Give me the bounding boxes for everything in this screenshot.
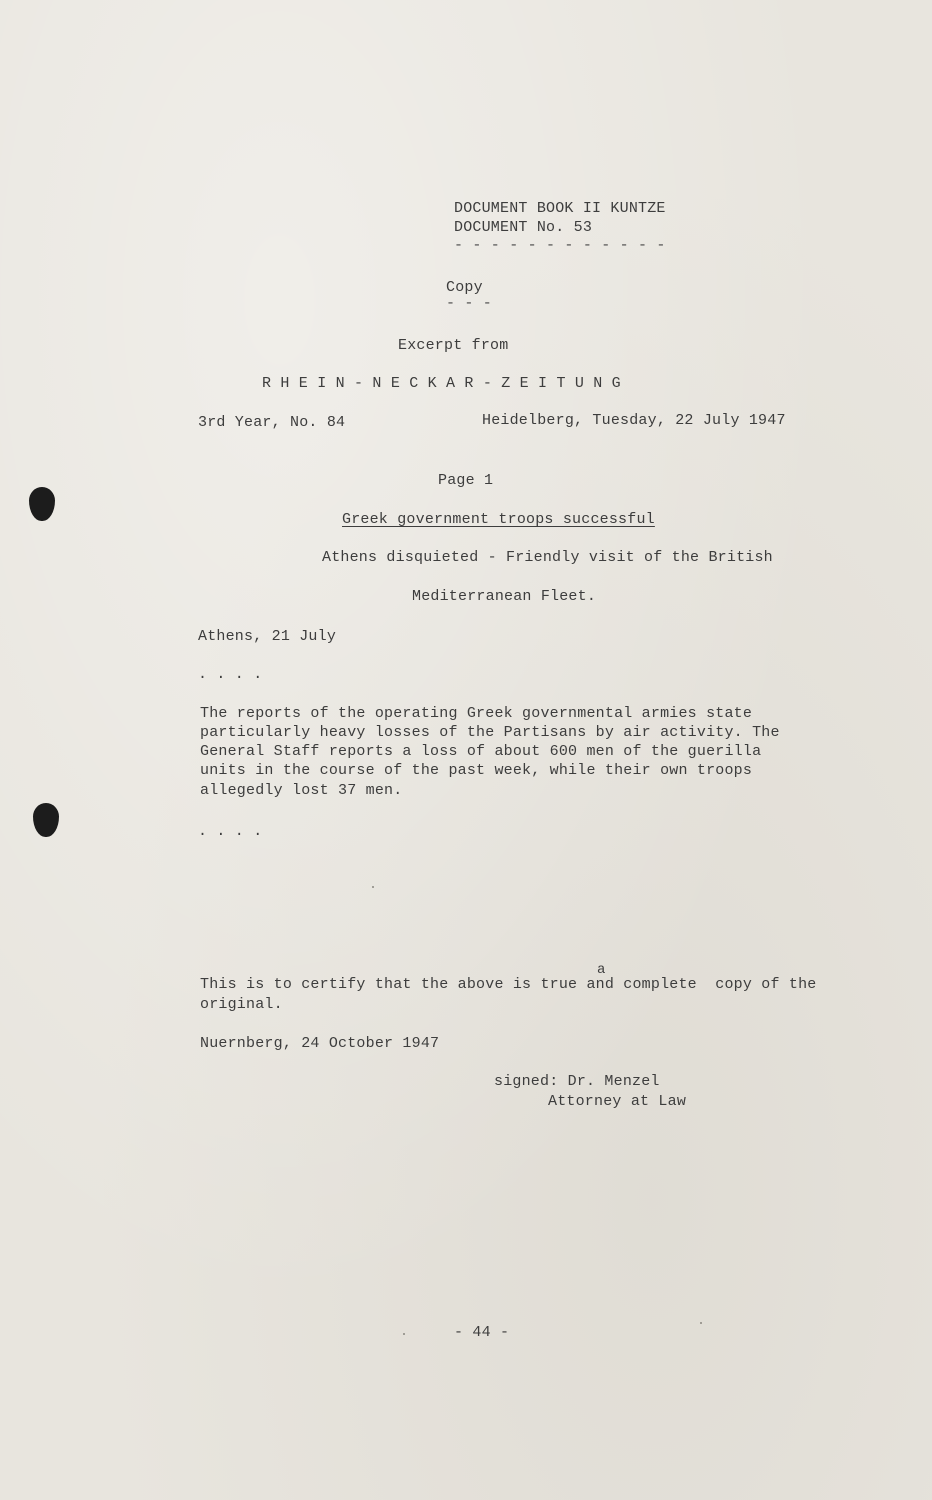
certification-insert: a bbox=[597, 962, 606, 978]
document-number-line: DOCUMENT No. 53 bbox=[454, 219, 593, 236]
punch-hole-bottom bbox=[33, 803, 59, 837]
document-book-line: DOCUMENT BOOK II KUNTZE bbox=[454, 200, 666, 217]
page-reference: Page 1 bbox=[438, 472, 494, 489]
headline: Greek government troops successful bbox=[342, 511, 655, 528]
dateline: Heidelberg, Tuesday, 22 July 1947 bbox=[482, 412, 786, 429]
body-line: allegedly lost 37 men. bbox=[200, 782, 403, 799]
issue-number: 3rd Year, No. 84 bbox=[198, 414, 346, 431]
paper-speck bbox=[403, 1333, 405, 1335]
certification-line-1: This is to certify that the above is true and complete copy of the bbox=[200, 976, 817, 993]
paper-speck bbox=[700, 1322, 702, 1324]
paper-speck bbox=[372, 886, 374, 888]
newspaper-name: R H E I N - N E C K A R - Z E I T U N G bbox=[262, 375, 621, 392]
signature-title: Attorney at Law bbox=[548, 1093, 687, 1110]
body-line: The reports of the operating Greek governmental armies state bbox=[200, 705, 753, 722]
ellipsis-bottom: . . . . bbox=[198, 823, 263, 840]
punch-hole-top bbox=[29, 487, 55, 521]
signing-place-date: Nuernberg, 24 October 1947 bbox=[200, 1035, 440, 1052]
page-number: - 44 - bbox=[454, 1324, 510, 1341]
body-line: units in the course of the past week, while their own troops bbox=[200, 762, 753, 779]
subheadline-line-1: Athens disquieted - Friendly visit of the British bbox=[322, 549, 773, 566]
copy-label: Copy bbox=[446, 279, 483, 296]
excerpt-from: Excerpt from bbox=[398, 337, 509, 354]
body-line: General Staff reports a loss of about 600 men of the guerilla bbox=[200, 743, 762, 760]
certification-line-2: original. bbox=[200, 996, 283, 1013]
copy-rule: - - - bbox=[446, 295, 493, 312]
signature-line: signed: Dr. Menzel bbox=[494, 1073, 660, 1090]
header-rule: - - - - - - - - - - - - bbox=[454, 237, 666, 254]
subheadline-line-2: Mediterranean Fleet. bbox=[412, 588, 597, 605]
ellipsis-top: . . . . bbox=[198, 666, 263, 683]
body-line: particularly heavy losses of the Partisans by air activity. The bbox=[200, 724, 780, 741]
place-date: Athens, 21 July bbox=[198, 628, 337, 645]
